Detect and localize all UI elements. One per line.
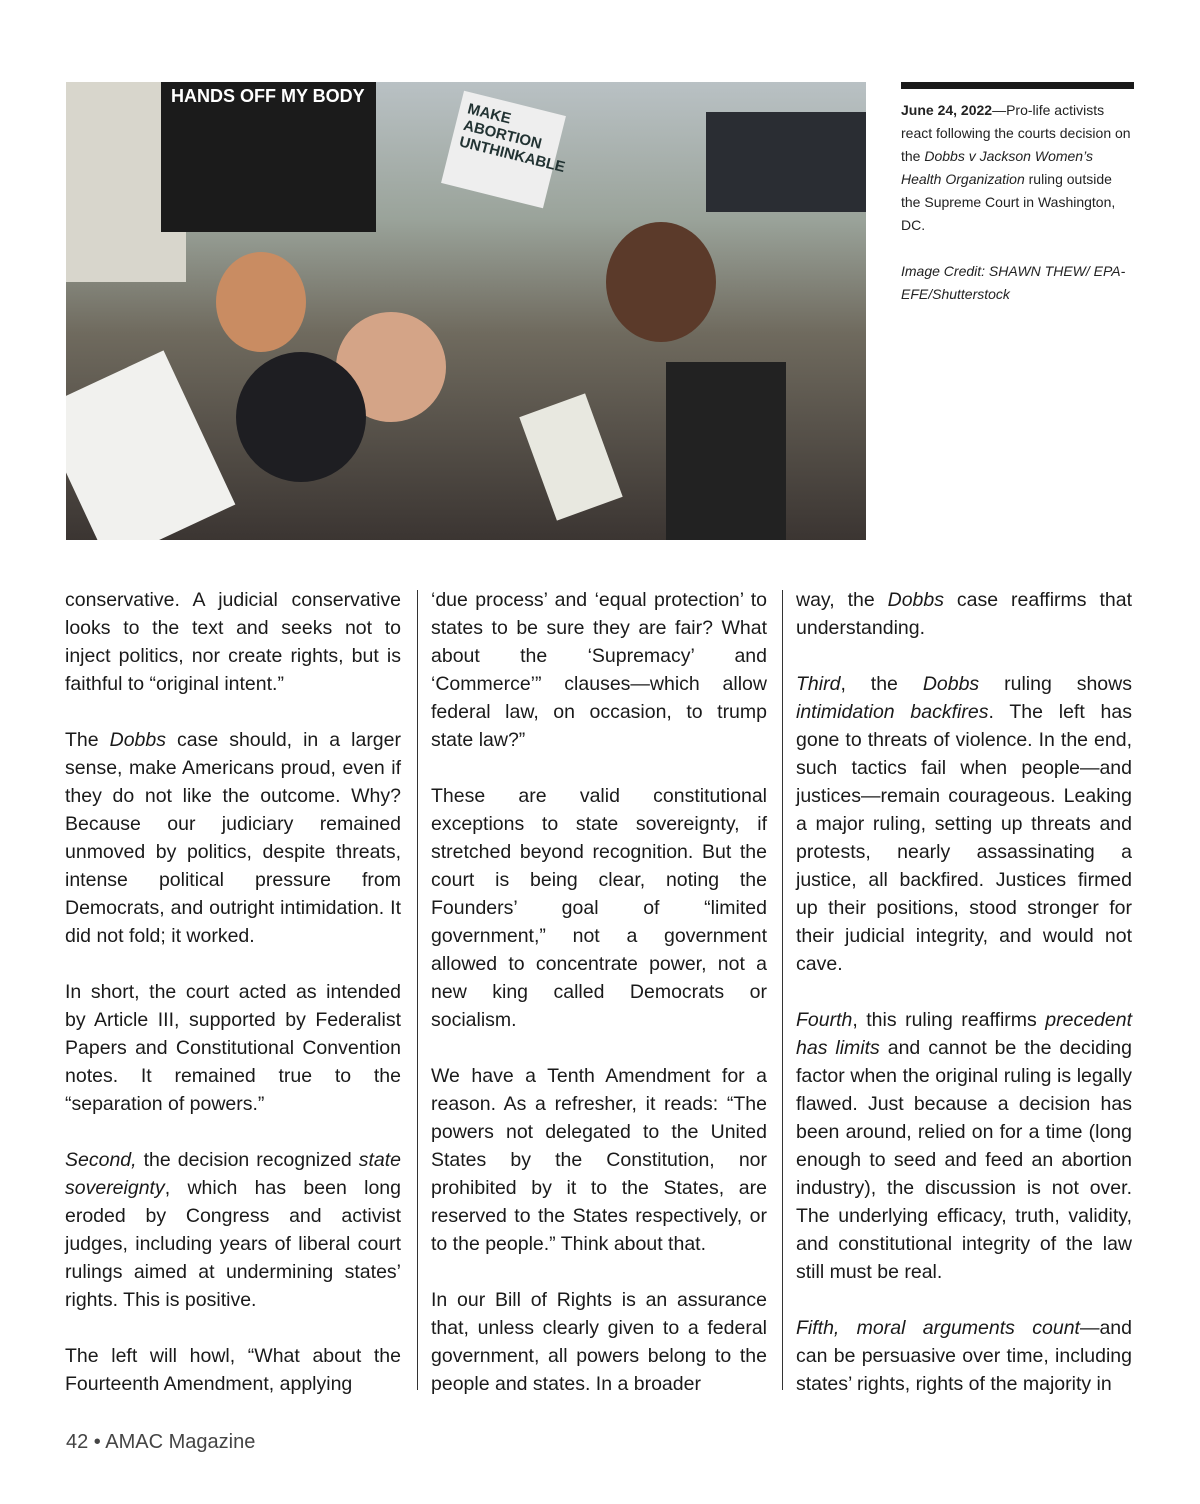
body-text: conservative. A judicial conservative looks to the text and seeks not to inject politics, nor create rights, but is faithful to “original intent.”	[65, 589, 401, 695]
article-paragraph	[431, 586, 767, 754]
body-text: ruling shows	[979, 673, 1132, 695]
body-text: way, the	[796, 589, 888, 611]
body-text: , this ruling reaffirms	[852, 1009, 1046, 1031]
body-text: , which has been long eroded by Congress and activist judges, including years of liberal court rulings aimed at undermining states’ rights. This is positive.	[65, 1177, 401, 1311]
article-column-2	[431, 586, 767, 1398]
photo-caption: June 24, 2022—Pro-life activists react following the courts decision on the Dobbs v Jackson Women’s Health Organization ruling outside the Supreme Court in Washington, DC. Image Credit: SHAWN THEW/ EPA-EFE/Shutterstock	[901, 82, 1134, 306]
photo-sign-hands-off: HANDS OFF MY BODY	[161, 82, 376, 232]
emphasis-text: Fourth	[796, 1009, 853, 1031]
body-text: In our Bill of Rights is an assurance that, unless clearly given to a federal government, all powers belong to the people and states. In a broader	[431, 1289, 767, 1395]
emphasis-text: Dobbs	[109, 729, 166, 751]
page-footer: 42 • AMAC Magazine	[66, 1431, 256, 1453]
body-text: and cannot be the deciding factor when the original ruling is legally flawed. Just because a decision has been around, relied on for a time (long enough to seed and feed an abortion industry), the discussion is not over. The underlying efficacy, truth, validity, and constitutional integrity of the law still must be real.	[796, 1037, 1132, 1283]
emphasis-text: Dobbs	[887, 589, 944, 611]
article-paragraph	[796, 586, 1132, 642]
emphasis-text: Dobbs	[922, 673, 980, 695]
article-paragraph	[796, 670, 1132, 978]
emphasis-text: precedent has limits	[796, 1009, 1132, 1059]
image-credit: Image Credit: SHAWN THEW/ EPA-EFE/Shutterstock	[901, 263, 1126, 302]
article-paragraph	[65, 1342, 401, 1398]
article-column-1	[65, 586, 401, 1398]
protest-photo	[66, 82, 866, 540]
body-text: , the	[840, 673, 923, 695]
body-text: case reaffirms that understanding.	[796, 589, 1132, 639]
emphasis-text: Third	[796, 673, 841, 695]
article-paragraph	[796, 1006, 1132, 1286]
article-column-3	[796, 586, 1132, 1398]
body-text: In short, the court acted as intended by Article III, supported by Federalist Papers and Constitutional Convention notes. It remained true to the “separation of powers.”	[65, 981, 401, 1115]
caption-rule	[901, 82, 1134, 89]
body-text: the decision recognized	[136, 1149, 359, 1171]
article-paragraph	[431, 782, 767, 1034]
article-paragraph	[431, 1062, 767, 1258]
article-paragraph	[65, 726, 401, 950]
emphasis-text: Second,	[65, 1149, 137, 1171]
article-paragraph	[796, 1314, 1132, 1398]
article-paragraph	[65, 978, 401, 1118]
article-paragraph	[65, 586, 401, 698]
caption-date: June 24, 2022	[901, 102, 993, 118]
body-text: These are valid constitutional exceptions to state sovereignty, if stretched beyond recognition. But the court is being clear, noting the Founders’ goal of “limited government,” not a government allowed to concentrate power, not a new king called Democrats or socialism.	[431, 785, 767, 1031]
body-text: —and can be persuasive over time, including states’ rights, rights of the majority in	[796, 1317, 1132, 1395]
article-paragraph	[431, 1286, 767, 1398]
body-text: We have a Tenth Amendment for a reason. As a refresher, it reads: “The powers not delegated to the United States by the Constitution, nor prohibited by it to the States, are reserved to the States respectively, or to the people.” Think about that.	[431, 1065, 767, 1255]
column-divider	[782, 590, 783, 1390]
body-text: The	[65, 729, 110, 751]
body-text: ‘due process’ and ‘equal protection’ to states to be sure they are fair? What about the ‘Supremacy’ and ‘Commerce’” clauses—which allow federal law, on occasion, to trump state law?”	[431, 589, 767, 751]
emphasis-text: Fifth, moral arguments count	[796, 1317, 1080, 1339]
body-text: . The left has gone to threats of violence. In the end, such tactics fail when people—and justices—remain courageous. Leaking a major ruling, setting up threats and protests, nearly assassinating a justice, all backfired. Justices firmed up their positions, stood stronger for their judicial integrity, and would not cave.	[796, 701, 1132, 975]
body-text: case should, in a larger sense, make Americans proud, even if they do not like the outcome. Why? Because our judiciary remained unmoved by politics, despite threats, intense political pressure from Democrats, and outright intimidation. It did not fold; it worked.	[65, 729, 401, 947]
body-text: The left will howl, “What about the Fourteenth Amendment, applying	[65, 1345, 401, 1395]
emphasis-text: state sovereignty	[65, 1149, 401, 1199]
photo-sign-make-abortion: MAKE ABORTION UNTHINKABLE	[441, 91, 566, 209]
emphasis-text: intimidation backfires	[796, 701, 989, 723]
column-divider	[417, 590, 418, 1390]
article-paragraph	[65, 1146, 401, 1314]
